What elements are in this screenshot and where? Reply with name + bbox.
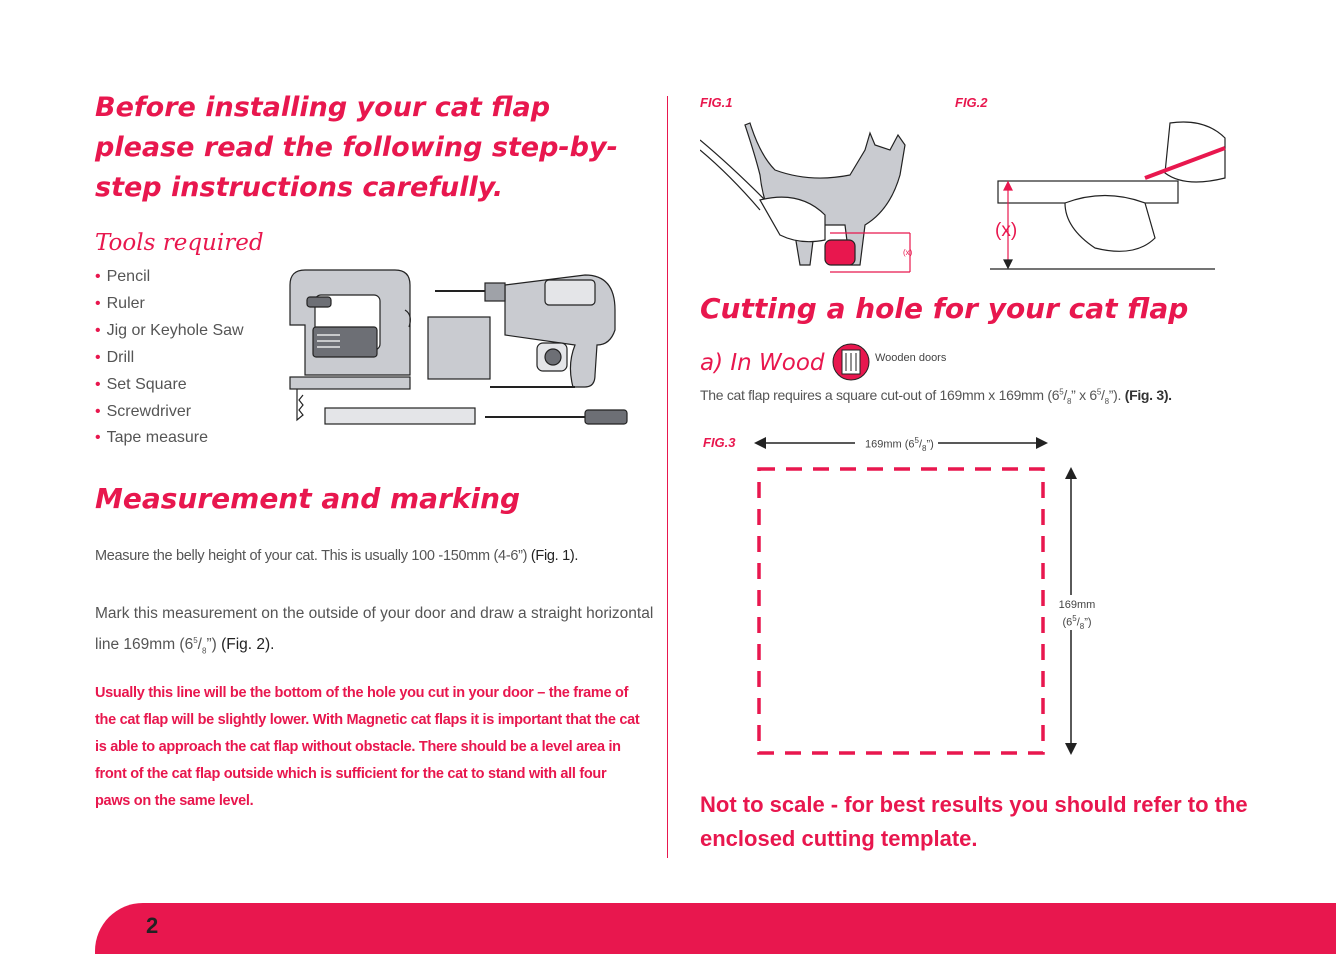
- list-item: • Screwdriver: [95, 402, 192, 420]
- wood-subheading: a) In Wood: [700, 350, 825, 376]
- list-item: • Pencil: [95, 268, 151, 285]
- fig3-width-label: 169mm $(6^5/_8”)$: [865, 436, 934, 453]
- wooden-doors-label: Wooden doors: [875, 352, 947, 364]
- list-item: • Ruler: [95, 294, 145, 312]
- fig1-label: FIG.1: [700, 95, 733, 110]
- bullet-icon: •: [95, 268, 101, 285]
- column-divider: [667, 96, 668, 858]
- cutting-heading: Cutting a hole for your cat flap: [700, 292, 1189, 325]
- fig1-illustration: [700, 115, 925, 275]
- page-number: 2: [146, 913, 159, 938]
- list-item: • Tape measure: [95, 429, 208, 447]
- bullet-icon: •: [95, 348, 101, 366]
- bullet-icon: •: [95, 402, 101, 420]
- list-item: • Jig or Keyhole Saw: [95, 321, 244, 339]
- measurement-paragraph-1: Measure the belly height of your cat. This is usually 100 -150mm (4-6”) (Fig. 1).: [95, 548, 579, 564]
- list-item: • Set Square: [95, 375, 187, 393]
- measurement-paragraph-2: Mark this measurement on the outside of your door and draw a straight horizontal line 169mm $(6^5/_8”)$ (Fig. 2).: [95, 605, 654, 656]
- fig3-label: FIG.3: [703, 435, 736, 450]
- fig1-x-label: (x): [903, 248, 913, 257]
- cutout-square: [759, 469, 1043, 753]
- hand-icon: [1065, 196, 1155, 252]
- ruler-icon: [325, 408, 475, 424]
- fig2-label: FIG.2: [955, 95, 988, 110]
- bullet-icon: •: [95, 294, 101, 312]
- tools-list: [95, 264, 244, 452]
- fig2-x-label: (x): [995, 220, 1018, 241]
- wooden-door-icon: [832, 343, 870, 381]
- footer-bar: [95, 903, 1336, 954]
- bullet-icon: •: [95, 321, 101, 339]
- list-item: • Drill: [95, 348, 135, 366]
- cutting-paragraph: The cat flap requires a square cut-out of 169mm x 169mm ($6^5/_8$” x $6^5/_8$”). (Fig. 3).: [700, 387, 1172, 406]
- measurement-heading: Measurement and marking: [95, 482, 521, 515]
- tools-illustration: [285, 265, 635, 430]
- tape-icon: [825, 240, 855, 265]
- fig2-illustration: [985, 118, 1235, 278]
- fig3-height-label: 169mm $(6^5/_8”)$: [1058, 599, 1096, 631]
- measurement-warning: Usually this line will be the bottom of the hole you cut in your door – the frame of the cat flap will be slightly lower. With Magnetic cat flaps it is important that the cat is able to approach the cat flap without obstacle. There should be a level area in front of the cat flap outside which is sufficient for the cat to stand with all four paws on the same level.: [95, 685, 640, 809]
- tools-heading: Tools required: [95, 230, 264, 256]
- page-title: Before installing your cat flap please read the following step-by-step instructions carefully.: [95, 92, 618, 203]
- bullet-icon: •: [95, 429, 101, 447]
- bullet-icon: •: [95, 375, 101, 393]
- fig3-diagram: [740, 425, 1100, 765]
- scale-note: Not to scale - for best results you should refer to the enclosed cutting template.: [700, 792, 1248, 851]
